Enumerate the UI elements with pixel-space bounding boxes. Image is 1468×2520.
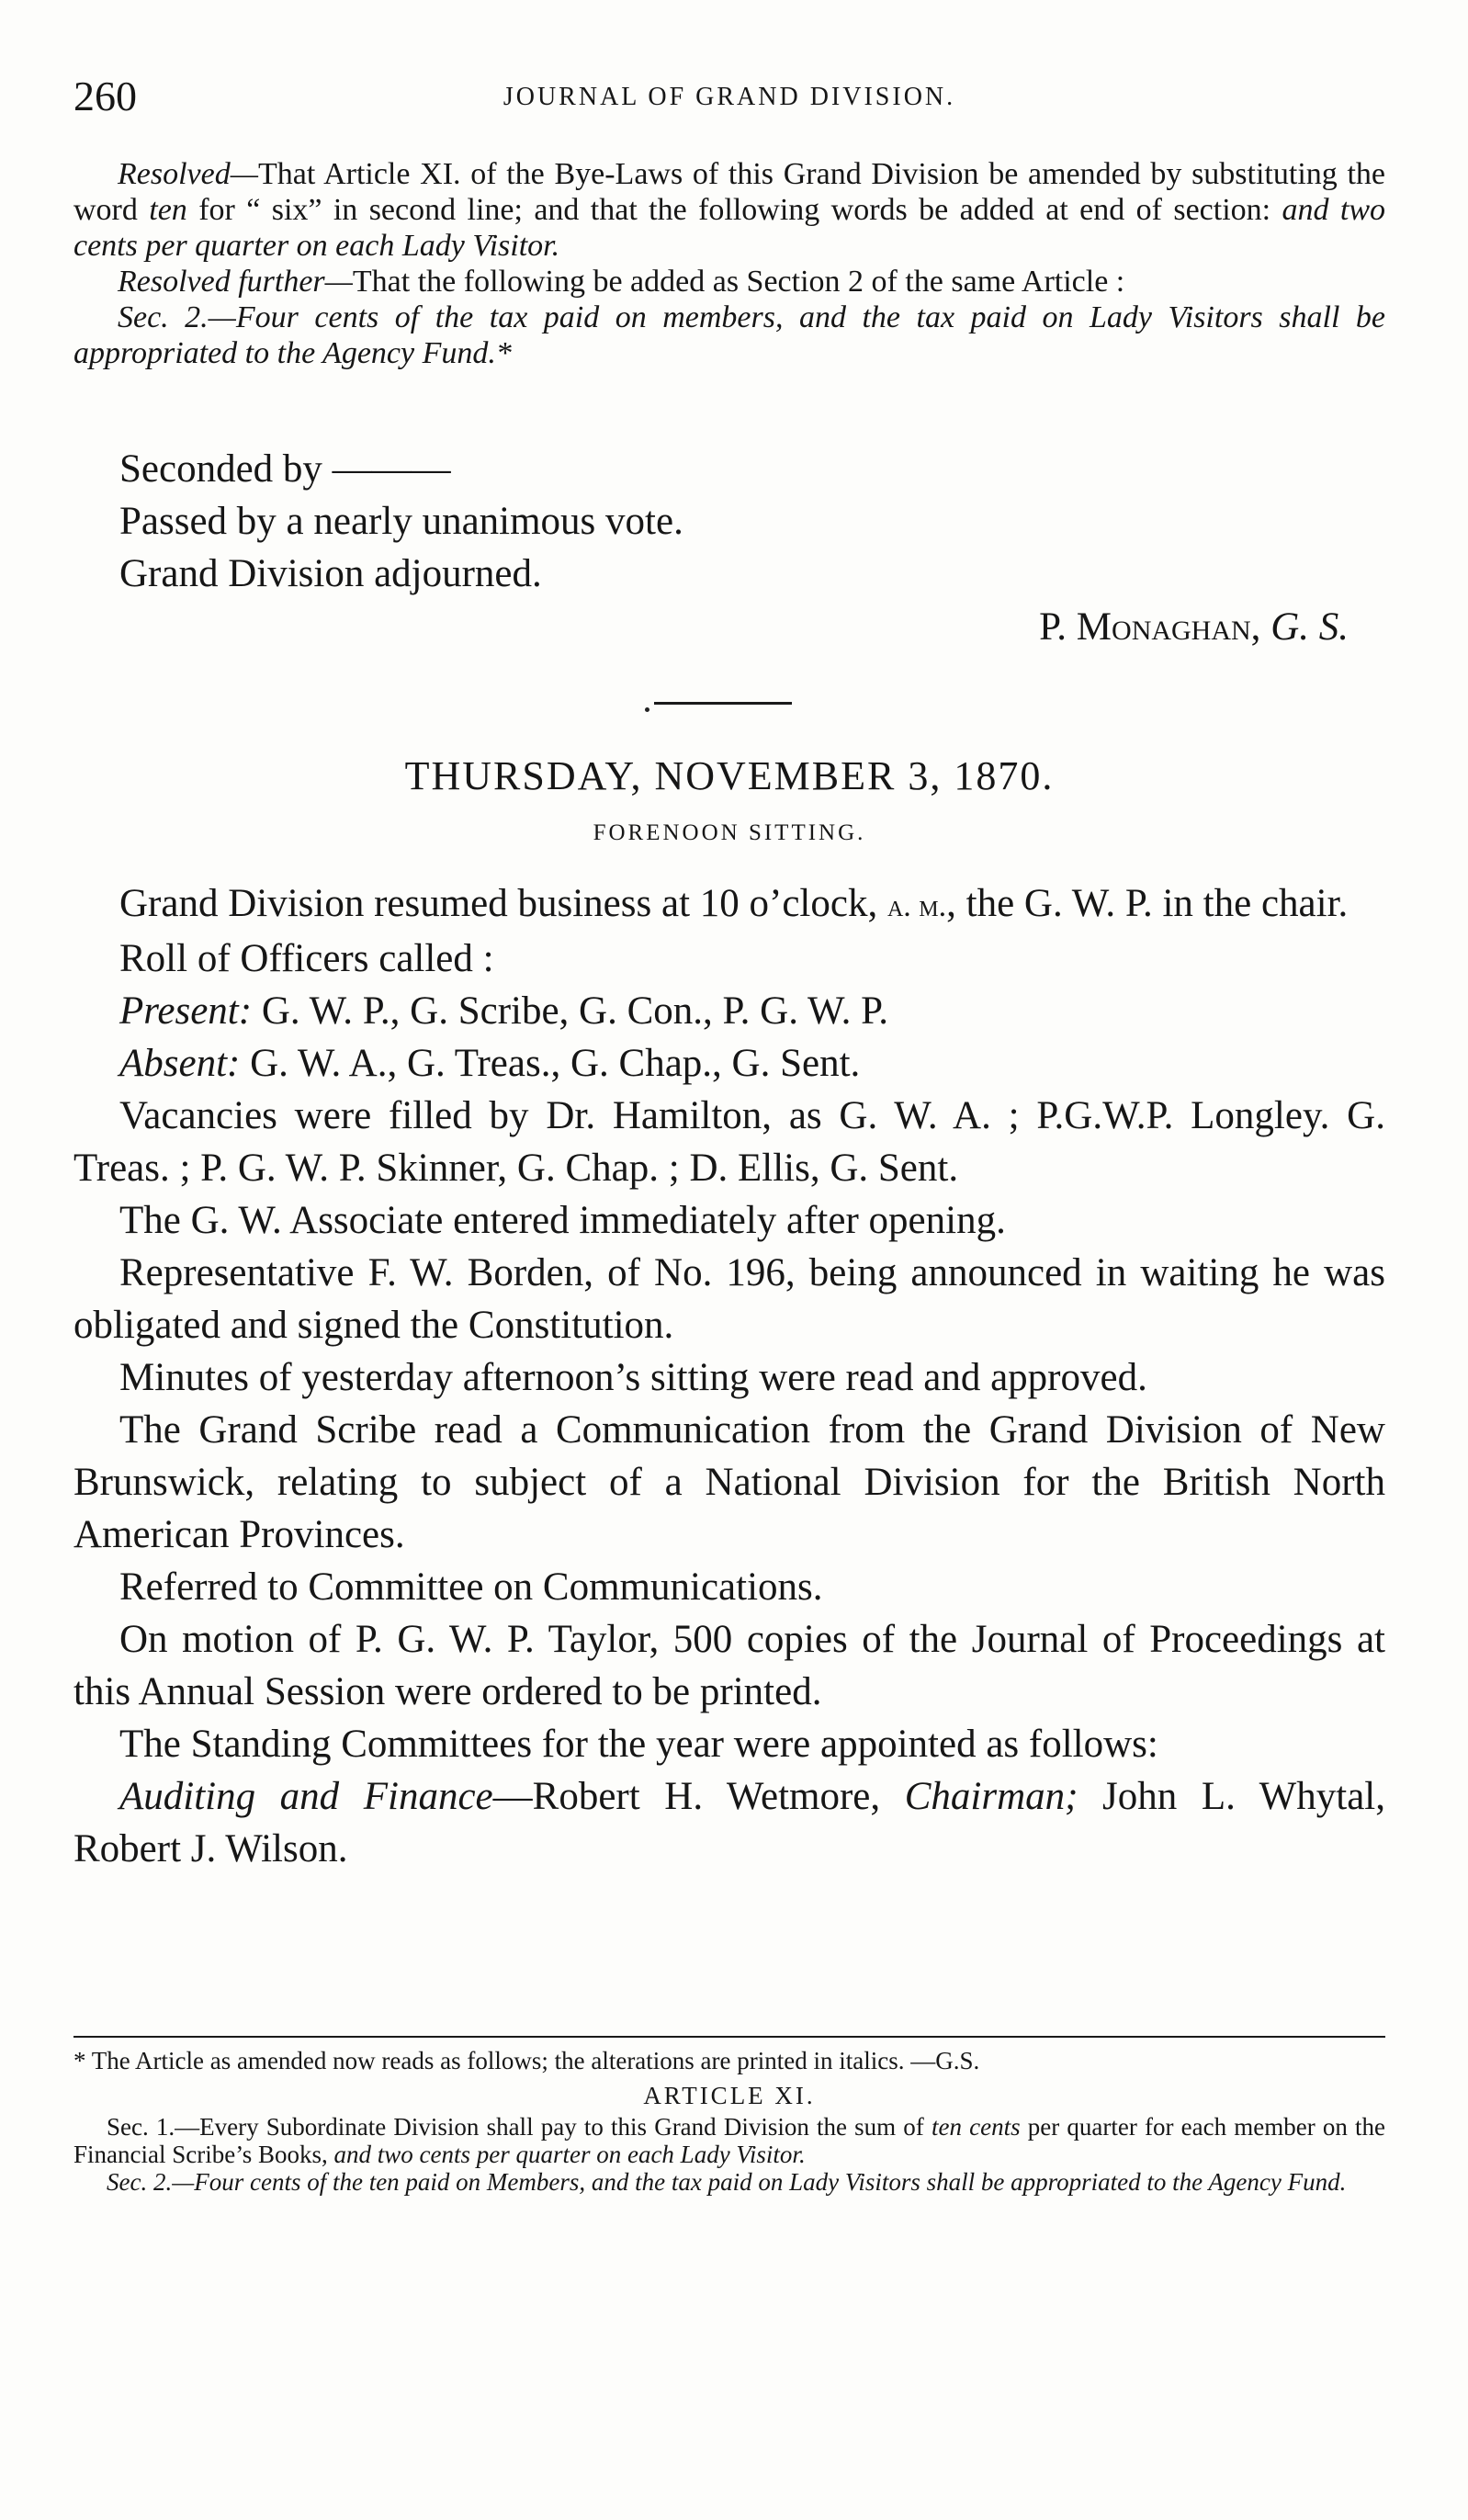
minutes-item: Absent: G. W. A., G. Treas., G. Chap., G. Sent. xyxy=(119,1042,861,1085)
minutes-item: Minutes of yesterday afternoon’s sitting were read and approved. xyxy=(119,1356,1147,1399)
section-2-text: Sec. 2.—Four cents of the tax paid on members, and the tax paid on Lady Visitors shall be appropriated to the Agency Fund.* xyxy=(73,300,1385,370)
minutes-item: Roll of Officers called : xyxy=(119,937,494,980)
minutes-item: The G. W. Associate entered immediately after opening. xyxy=(119,1199,1006,1242)
minutes-item: On motion of P. G. W. P. Taylor, 500 copies of the Journal of Proceedings at this Annual Session were ordered to be printed. xyxy=(73,1618,1385,1713)
minutes-item: The Grand Scribe read a Communication from the Grand Division of New Brunswick, relating to subject of a National Division for the British North American Provinces. xyxy=(73,1408,1385,1556)
sitting-subtitle: FORENOON SITTING. xyxy=(593,820,866,845)
minutes-item: Referred to Committee on Communications. xyxy=(119,1565,823,1609)
minutes-item: Representative F. W. Borden, of No. 196, being announced in waiting he was obligated and signed the Constitution. xyxy=(73,1251,1385,1347)
day-title: THURSDAY, NOVEMBER 3, 1870. xyxy=(404,753,1055,798)
further-label: Resolved further— xyxy=(118,265,353,299)
minutes-block xyxy=(73,877,1385,1875)
resolution-paragraph: Resolved—That Article XI. of the Bye-Laws of this Grand Division be amended by substituting the word ten for “ six” in second line; and that the following words be added at end of section: and two cents per quarter on each Lady Visitor. xyxy=(73,157,1385,263)
section-divider xyxy=(654,702,792,705)
resolutions-block xyxy=(73,156,1385,371)
signature-name: P. Monaghan, xyxy=(1039,605,1261,649)
passed-line: Passed by a nearly unanimous vote. xyxy=(119,500,683,543)
minutes-item: Vacancies were filled by Dr. Hamilton, as G. W. A. ; P.G.W.P. Longley. G. Treas. ; P. G. W. P. Skinner, G. Chap. ; D. Ellis, G. Sent. xyxy=(73,1094,1385,1190)
signature-title: G. S. xyxy=(1270,605,1349,649)
further-resolution-paragraph: Resolved further—That the following be added as Section 2 of the same Article : xyxy=(118,265,1125,299)
article-heading: ARTICLE XI. xyxy=(643,2082,816,2109)
minutes-item: Present: G. W. P., G. Scribe, G. Con., P. G. W. P. xyxy=(119,989,888,1033)
resolved-label: Resolved— xyxy=(118,157,258,191)
seconded-line: Seconded by ——— xyxy=(119,447,451,491)
footnote-section-2: Sec. 2.—Four cents of the ten paid on Members, and the tax paid on Lady Visitors shall be appropriated to the Agency Fund. xyxy=(107,2168,1347,2196)
page-header xyxy=(73,72,1385,127)
footnote-section-1: Sec. 1.—Every Subordinate Division shall pay to this Grand Division the sum of ten cents per quarter for each member on the Financial Scribe’s Books, and two cents per quarter on each Lady Visitor. xyxy=(73,2113,1385,2168)
minutes-item: Auditing and Finance—Robert H. Wetmore, Chairman; John L. Whytal, Robert J. Wilson. xyxy=(73,1775,1385,1870)
signature xyxy=(73,600,1385,655)
running-title: JOURNAL OF GRAND DIVISION. xyxy=(503,83,956,111)
closing-block xyxy=(73,443,1385,655)
divider-dot xyxy=(645,707,649,712)
adjourned-line: Grand Division adjourned. xyxy=(119,552,542,595)
footnote-rule xyxy=(73,2036,1385,2038)
footnote-block xyxy=(73,2047,1385,2196)
session-heading xyxy=(73,749,1385,852)
page-number: 260 xyxy=(73,73,137,119)
minutes-item: The Standing Committees for the year were appointed as follows: xyxy=(119,1723,1158,1766)
footnote-note: * The Article as amended now reads as follows; the alterations are printed in italics. —G.S. xyxy=(73,2047,980,2074)
minutes-item: Grand Division resumed business at 10 o’clock, a. m., the G. W. P. in the chair. xyxy=(119,882,1349,925)
